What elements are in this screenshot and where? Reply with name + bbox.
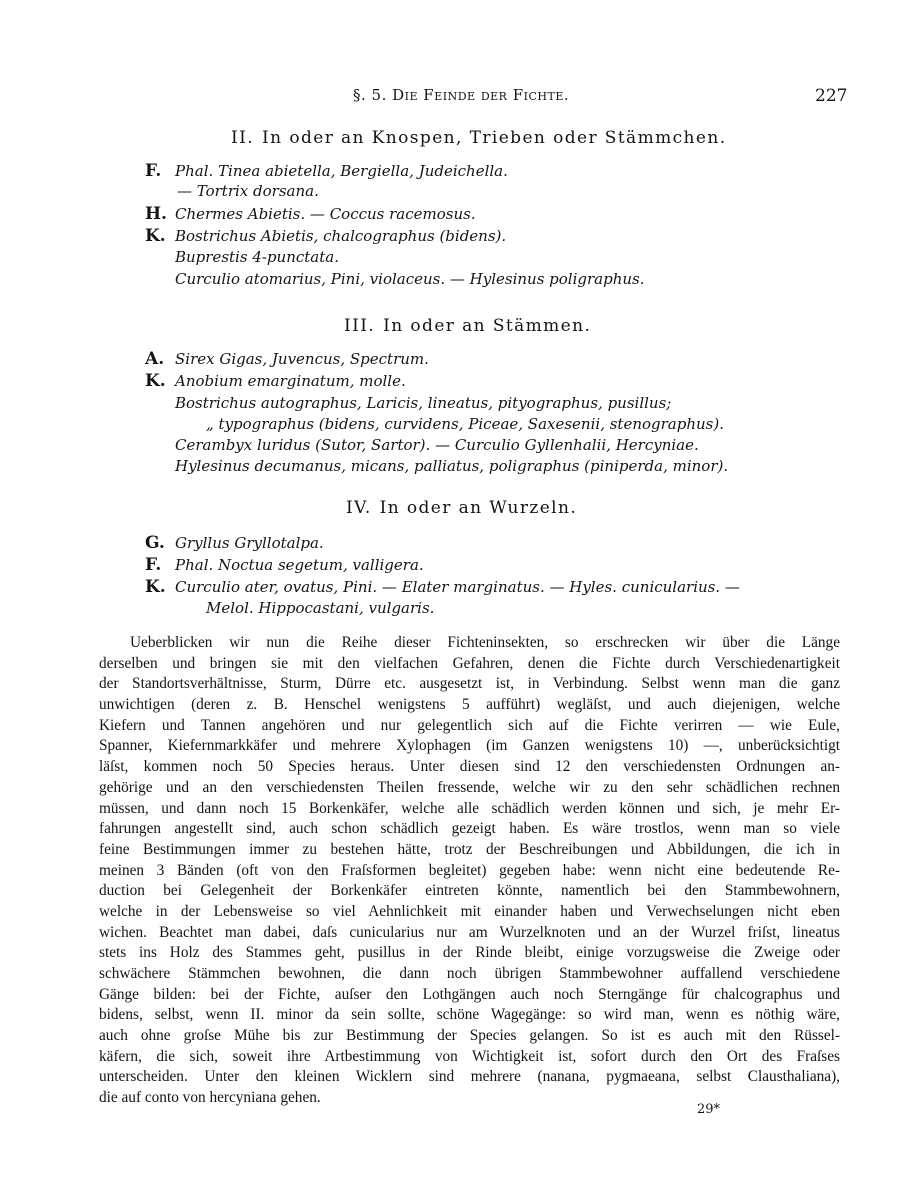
insect-entry xyxy=(206,414,724,434)
entry-text: Curculio ater, ovatus, Pini. — Elater marginatus. — Hyles. cunicularius. — xyxy=(175,578,740,596)
entry-text: „ typographus (bidens, curvidens, Piceae, Saxesenii, stenographus). xyxy=(206,415,724,433)
entry-marker: K. xyxy=(145,371,166,391)
paragraph-line: gehörige und an den verschiedensten Theilen fressende, welche wir zu den sehr schädlichen rechnen xyxy=(99,778,840,796)
paragraph-line: meinen 3 Bänden (oft von den Fraſsformen begleitet) gegeben habe: wenn nicht eine bedeutende Re- xyxy=(99,861,840,879)
paragraph-line: Spanner, Kiefernmarkkäfer und mehrere Xylophagen (im Ganzen wenigstens 10) —, unberücksichtigt xyxy=(99,737,840,755)
paragraph-line: stets ins Holz des Stammes geht, pusillus in der Rinde bleibt, einige vorzugsweise die Zweige oder xyxy=(99,944,840,962)
insect-entry xyxy=(206,598,434,618)
printer-signature: 29* xyxy=(697,1102,721,1117)
entry-marker: K. xyxy=(145,226,166,246)
entry-marker: A. xyxy=(145,349,165,369)
paragraph-line: müssen, und dann noch 15 Borkenkäfer, welche alle schädlich werden können und sich, je mehr Er- xyxy=(99,799,840,817)
section-numeral: IV. xyxy=(346,498,372,518)
entry-text: Phal. Tinea abietella, Bergiella, Judeichella. xyxy=(175,162,508,180)
section-heading-iv xyxy=(346,498,577,518)
insect-entry xyxy=(177,181,319,201)
paragraph-line: der Standortsverhältnisse, Sturm, Dürre etc. ausgesetzt ist, in Verbindung. Selbst wenn man die ganz xyxy=(99,675,840,693)
insect-entry xyxy=(175,435,699,455)
paragraph-line: fahrungen angestellt sind, auch schon schädlich gezeigt haben. Es wäre trostlos, wenn man so viele xyxy=(99,820,840,838)
paragraph-line: feine Bestimmungen immer zu bestehen hätte, trotz der Beschreibungen und Abbildungen, die ich in xyxy=(99,840,840,858)
entry-text: Curculio atomarius, Pini, violaceus. — Hylesinus poligraphus. xyxy=(175,270,645,288)
paragraph-line: die auf conto von hercyniana gehen. xyxy=(99,1089,321,1107)
body-paragraph xyxy=(99,633,840,1109)
paragraph-line: wichen. Beachtet man dabei, daſs cunicularius nur am Wurzelknoten und an der Wurzel friſst, lineatus xyxy=(99,923,840,941)
section-heading-ii xyxy=(231,128,727,148)
entry-text: Buprestis 4-punctata. xyxy=(175,248,339,266)
chapter-title: Die Feinde der Fichte. xyxy=(392,86,570,104)
paragraph-line: Gänge bilden: bei der Fichte, auſser den Lothgängen auch noch Sterngänge für chalcographus und xyxy=(99,985,840,1003)
section-title: In oder an Stämmen. xyxy=(383,316,592,336)
section-title: In oder an Knospen, Trieben oder Stämmchen. xyxy=(262,128,727,148)
insect-entry xyxy=(175,393,671,413)
section-numeral: II. xyxy=(231,128,255,148)
entry-text: Anobium emarginatum, molle. xyxy=(175,372,406,390)
insect-entry xyxy=(145,204,476,224)
paragraph-line: auch ohne groſse Mühe bis zur Bestimmung der Species gelangen. So ist es auch mit den Rüssel- xyxy=(99,1027,840,1045)
insect-entry xyxy=(145,161,508,181)
entry-text: — Tortrix dorsana. xyxy=(177,182,319,200)
insect-entry xyxy=(145,555,424,575)
section-number: §. 5. xyxy=(353,86,387,104)
insect-entry xyxy=(175,269,645,289)
entry-text: Bostrichus autographus, Laricis, lineatus, pityographus, pusillus; xyxy=(175,394,672,412)
paragraph-line: unterscheiden. Unter den kleinen Wicklern sind mehrere (nanana, pygmaeana, selbst Clausthaliana), xyxy=(99,1068,840,1086)
paragraph-line: schwächere Stämmchen bewohnen, die dann noch übrigen Stammbewohner auffallend verschiedene xyxy=(99,965,840,982)
entry-text: Bostrichus Abietis, chalcographus (bidens). xyxy=(175,227,507,245)
insect-entry xyxy=(145,533,324,553)
entry-text: Chermes Abietis. — Coccus racemosus. xyxy=(175,205,476,223)
paragraph-line: Kiefern und Tannen angehören und nur gelegentlich sich auf die Fichte verirren — wie Eule, xyxy=(99,716,840,734)
section-heading-iii xyxy=(344,316,591,336)
entry-text: Cerambyx luridus (Sutor, Sartor). — Curculio Gyllenhalii, Hercyniae. xyxy=(175,436,699,454)
entry-marker: G. xyxy=(145,533,165,553)
entry-text: Hylesinus decumanus, micans, palliatus, poligraphus (piniperda, minor). xyxy=(175,457,729,475)
entry-text: Melol. Hippocastani, vulgaris. xyxy=(206,599,435,617)
insect-entry xyxy=(175,247,339,267)
entry-text: Sirex Gigas, Juvencus, Spectrum. xyxy=(175,350,429,368)
entry-text: Gryllus Gryllotalpa. xyxy=(175,534,324,552)
paragraph-line: läſst, kommen noch 50 Species heraus. Unter diesen sind 12 den verschiedensten Ordnungen an- xyxy=(99,758,840,776)
page-number: 227 xyxy=(815,86,848,106)
entry-marker: F. xyxy=(145,555,162,575)
entry-marker: K. xyxy=(145,577,166,597)
entry-marker: H. xyxy=(145,204,167,224)
running-head xyxy=(353,86,569,104)
paragraph-line: derselben und bringen sie mit den vielfachen Gefahren, denen die Fichte durch Verschiedenartigkeit xyxy=(99,654,840,672)
insect-entry xyxy=(145,226,507,246)
paragraph-line: käfern, die sich, soweit ihre Artbestimmung von Wichtigkeit ist, sofort durch den Ort des Fraſses xyxy=(99,1047,840,1065)
insect-entry xyxy=(175,456,728,476)
paragraph-line: bidens, selbst, wenn II. minor da sein sollte, schöne Wagegänge: so wird man, wenn es nöthig wäre, xyxy=(99,1006,840,1024)
paragraph-line: duction bei Gelegenheit der Borkenkäfer eintreten könnte, namentlich bei den Stammbewohnern, xyxy=(99,882,840,900)
paragraph-line: welche in der Lebensweise so viel Aehnlichkeit mit einander haben und Verwechselungen nicht eben xyxy=(99,902,840,920)
entry-marker: F. xyxy=(145,161,162,181)
section-title: In oder an Wurzeln. xyxy=(379,498,578,518)
entry-text: Phal. Noctua segetum, valligera. xyxy=(175,556,424,574)
paragraph-line: unwichtigen (deren z. B. Henschel wenigstens 5 aufführt) wegläſst, und auch diejenigen, welche xyxy=(99,696,840,714)
paragraph-line: Ueberblicken wir nun die Reihe dieser Fichteninsekten, so erschrecken wir über die Länge xyxy=(130,634,840,651)
insect-entry xyxy=(145,371,406,391)
insect-entry xyxy=(145,349,429,369)
insect-entry xyxy=(145,577,740,597)
section-numeral: III. xyxy=(344,316,376,336)
